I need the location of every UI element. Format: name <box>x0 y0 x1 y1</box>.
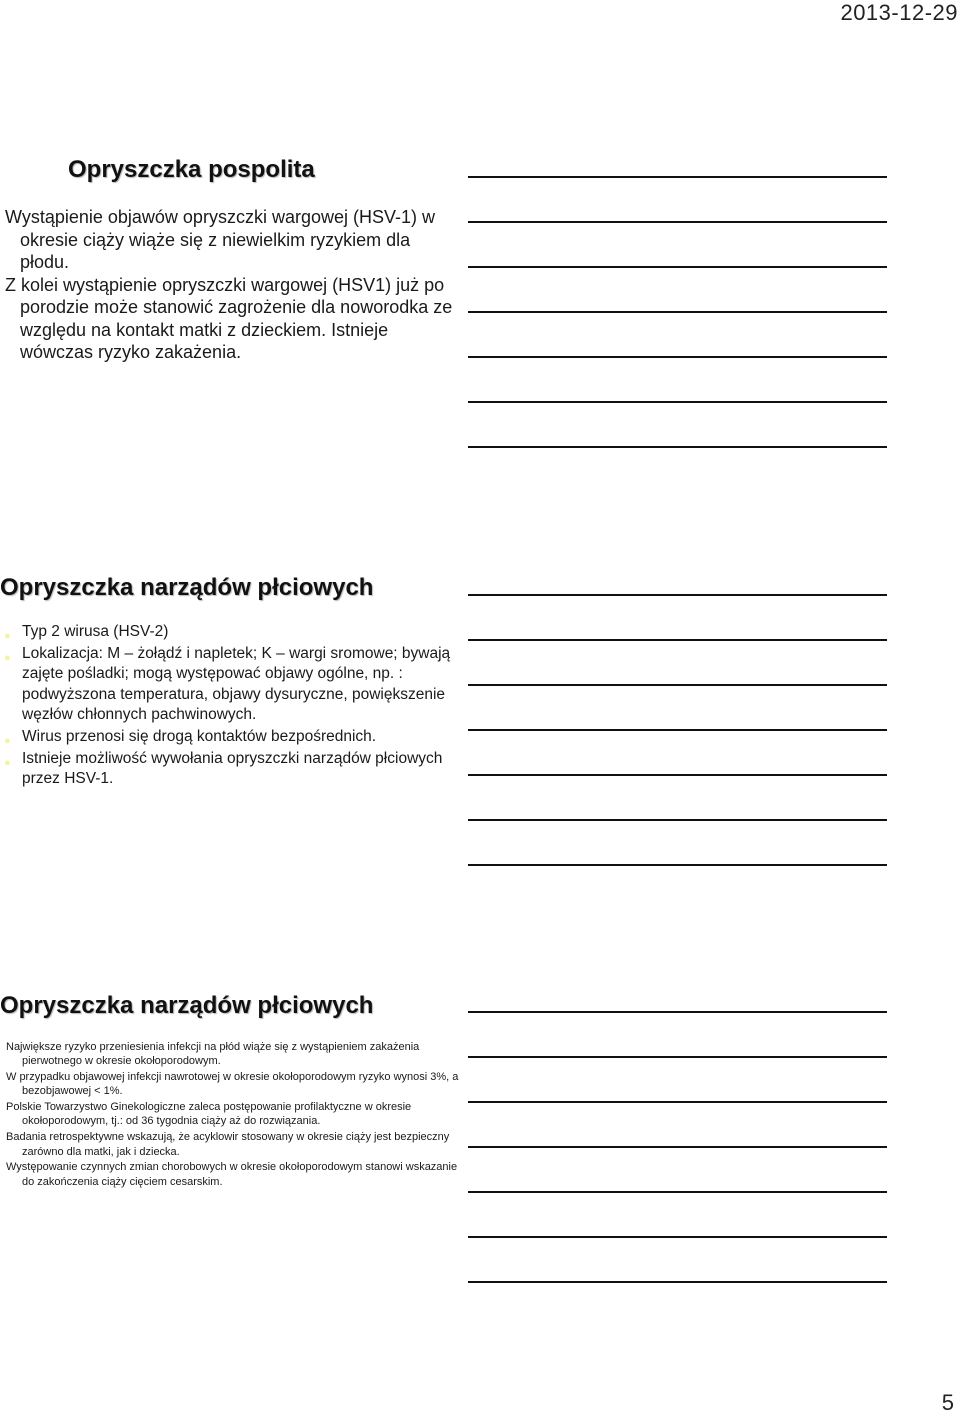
note-line <box>468 1101 887 1103</box>
note-line <box>468 639 887 641</box>
note-line <box>468 176 887 178</box>
slide-1 <box>0 156 460 364</box>
bullet-icon: ● <box>4 735 11 748</box>
bullet-icon: ● <box>4 652 11 665</box>
page-date: 2013-12-29 <box>840 0 958 25</box>
slide-title: Opryszczka narządów płciowych <box>0 992 374 1019</box>
note-line <box>468 819 887 821</box>
slide-2 <box>0 574 460 792</box>
slide-paragraph: Największe ryzyko przeniesienia infekcji na płód wiąże się z wystąpieniem zakażenia pierwotnego w okresie okołoporodowym. <box>6 1041 420 1068</box>
page-number: 5 <box>941 1390 954 1415</box>
note-line <box>468 729 887 731</box>
slide-3 <box>0 992 460 1190</box>
note-line <box>468 1056 887 1058</box>
note-line <box>468 1191 887 1193</box>
slide-paragraph: Polskie Towarzystwo Ginekologiczne zaleca postępowanie profilaktyczne w okresie okołoporodowym, tj.: od 36 tygodnia ciąży aż do rozwiązania. <box>6 1101 412 1128</box>
bullet-item: ● Istnieje możliwość wywołania opryszczki narządów płciowych przez HSV-1. <box>4 750 443 788</box>
note-line <box>468 266 887 268</box>
bullet-icon: ● <box>4 630 11 642</box>
note-line <box>468 684 887 686</box>
slide-paragraph: Wystąpienie objawów opryszczki wargowej (HSV-1) w okresie ciąży wiąże się z niewielkim ryzykiem dla płodu. <box>5 207 435 272</box>
slide-text-list <box>0 1040 460 1189</box>
bullet-item: ● Lokalizacja: M – żołądź i napletek; K – wargi sromowe; bywają zajęte pośladki; mogą występować objawy ogólne, np. : podwyższona temperatura, objawy dysuryczne, powiększenie węzłów chłonnych pachwinowych. <box>4 645 451 723</box>
slide-text-list <box>0 206 460 364</box>
note-line <box>468 774 887 776</box>
bullet-list <box>0 622 460 790</box>
note-line <box>468 1146 887 1148</box>
bullet-item: ● Typ 2 wirusa (HSV-2) <box>0 622 460 642</box>
note-line <box>468 1236 887 1238</box>
note-line <box>468 446 887 448</box>
note-line <box>468 356 887 358</box>
slide-paragraph: W przypadku objawowej infekcji nawrotowej w okresie okołoporodowym ryzyko wynosi 3%, a bezobjawowej < 1%. <box>6 1071 459 1098</box>
note-line <box>468 1011 887 1013</box>
slide-paragraph: Z kolei wystąpienie opryszczki wargowej (HSV1) już po porodzie może stanowić zagrożenie dla noworodka ze względu na kontakt matki z dzieckiem. Istnieje wówczas ryzyko zakażenia. <box>5 274 453 362</box>
slide-title: Opryszczka pospolita <box>68 156 315 183</box>
slide-paragraph: Badania retrospektywne wskazują, że acyklowir stosowany w okresie ciąży jest bezpieczny zarówno dla matki, jak i dziecka. <box>6 1131 450 1158</box>
note-line <box>468 864 887 866</box>
note-line <box>468 401 887 403</box>
slide-title: Opryszczka narządów płciowych <box>0 574 374 601</box>
note-line <box>468 221 887 223</box>
bullet-icon: ● <box>4 757 11 770</box>
slide-paragraph: Występowanie czynnych zmian chorobowych w okresie okołoporodowym stanowi wskazanie do zakończenia ciąży cięciem cesarskim. <box>6 1161 458 1188</box>
bullet-item: ● Wirus przenosi się drogą kontaktów bezpośrednich. <box>0 727 460 747</box>
note-line <box>468 311 887 313</box>
note-line <box>468 1281 887 1283</box>
note-line <box>468 594 887 596</box>
